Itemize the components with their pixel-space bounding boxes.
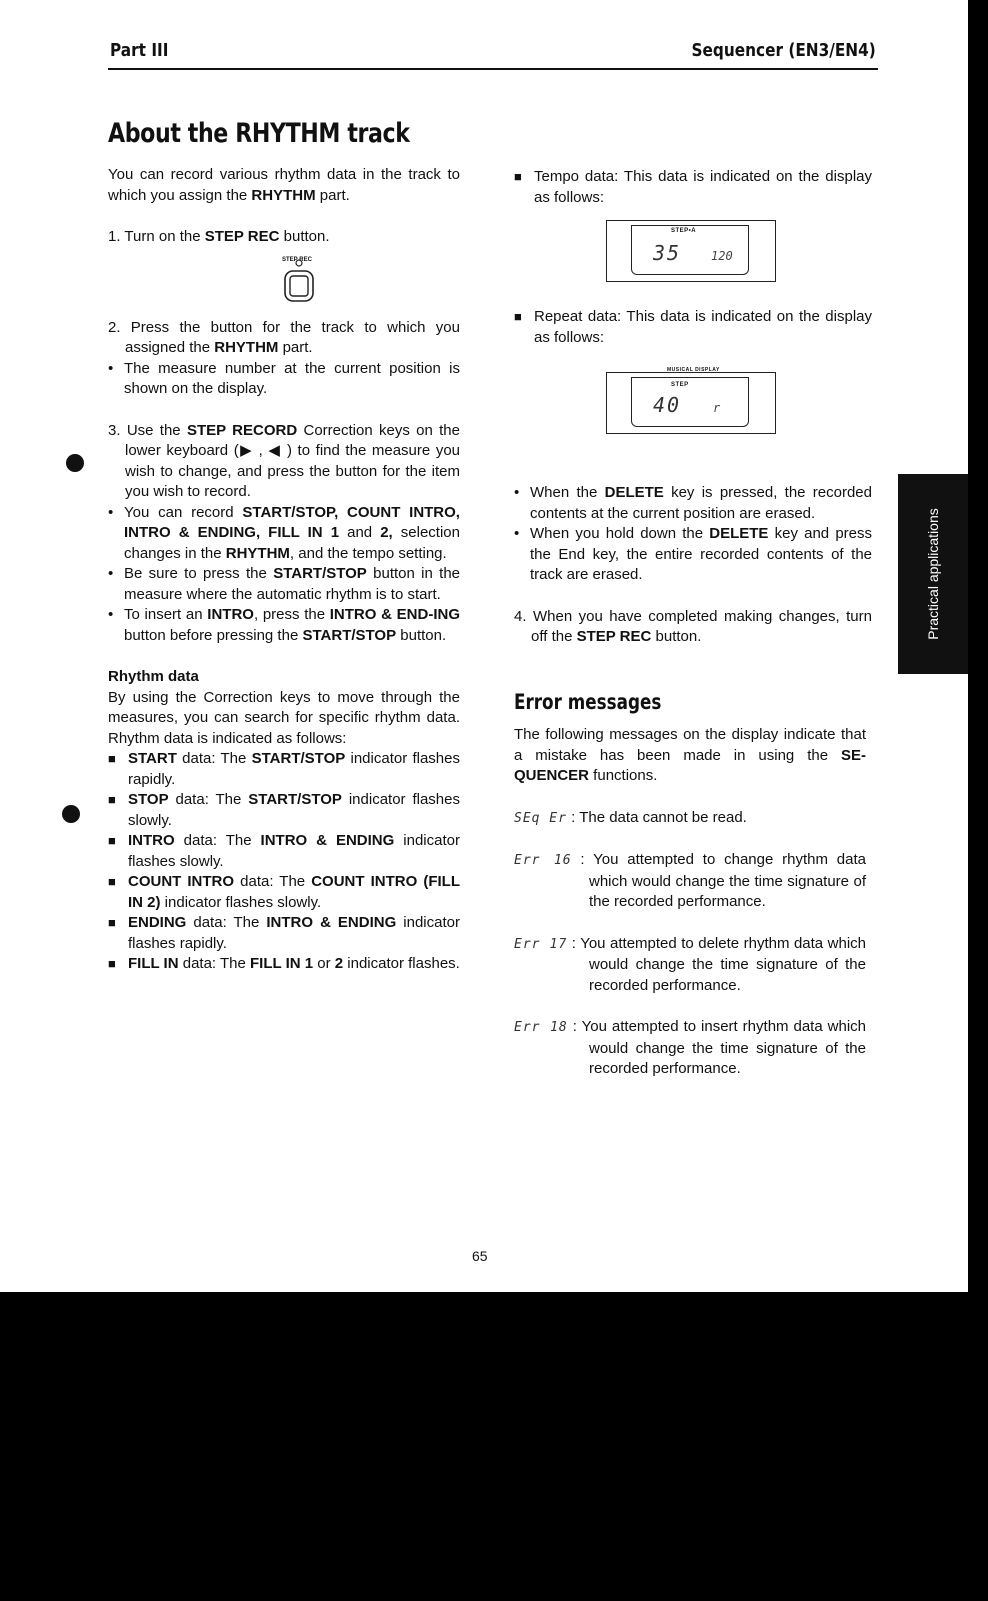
lcd-small-digits: r <box>713 401 721 415</box>
right-column <box>514 167 872 208</box>
right-column-delete <box>514 483 872 648</box>
lcd-label: STEP <box>671 382 689 388</box>
error-item: Err 18 : You attempted to insert rhythm data which would change the time signature of the recorded performance. <box>514 1018 867 1077</box>
step-rec-button-icon <box>280 258 318 304</box>
error-messages-heading: Error messages <box>514 690 662 714</box>
section-header: Sequencer (EN3/EN4) <box>691 40 876 61</box>
error-code: Err 16 <box>514 853 572 868</box>
lcd-label: STEP•A <box>671 228 697 234</box>
step-3-bullet-1: • You can record START/STOP, COUNT INTRO, INTRO & ENDING, FILL IN 1 and 2, selection changes in the RHYTHM, and the tempo setting. <box>108 503 460 565</box>
step-rec-label: STEP REC <box>282 256 312 263</box>
step-1: 1. Turn on the STEP REC button. <box>108 228 330 245</box>
step-rec-figure <box>108 248 460 318</box>
lcd-top-label: MUSICAL DISPLAY <box>667 367 720 373</box>
page-number: 65 <box>472 1248 488 1264</box>
error-code: Err 17 <box>514 936 568 952</box>
repeat-data-item: ■ Repeat data: This data is indicated on the display as follows: <box>514 307 872 348</box>
header-rule <box>108 68 878 70</box>
right-column-repeat <box>514 307 872 348</box>
repeat-lcd-display <box>606 367 776 434</box>
step-3-bullet-3: • To insert an INTRO, press the INTRO & END-ING button before pressing the START/STOP button. <box>108 605 460 646</box>
lcd-digits: 40 <box>653 393 682 417</box>
error-intro: The following messages on the display indicate that a mistake has been made in using the SE-QUENCER functions. <box>514 726 866 784</box>
delete-note-2: • When you hold down the DELETE key and press the End key, the entire recorded contents of the track are erased. <box>514 524 872 586</box>
intro-paragraph: You can record various rhythm data in the track to which you assign the RHYTHM part. <box>108 166 460 204</box>
tempo-data-item: ■ Tempo data: This data is indicated on the display as follows: <box>514 167 872 208</box>
part-header: Part III <box>110 40 169 61</box>
rhythm-item-stop: ■ STOP data: The START/STOP indicator flashes slowly. <box>108 790 460 831</box>
rhythm-item-start: ■ START data: The START/STOP indicator flashes rapidly. <box>108 749 460 790</box>
rhythm-item-intro: ■ INTRO data: The INTRO & ENDING indicator flashes slowly. <box>108 831 460 872</box>
left-column <box>108 165 460 975</box>
rhythm-item-fill-in: ■ FILL IN data: The FILL IN 1 or 2 indicator flashes. <box>108 954 460 975</box>
rhythm-data-intro: By using the Correction keys to move through the measures, you can search for specific rhythm data. Rhythm data is indicated as follows: <box>108 688 460 747</box>
error-item: SEq Er : The data cannot be read. <box>514 808 747 826</box>
rhythm-item-ending: ■ ENDING data: The INTRO & ENDING indicator flashes rapidly. <box>108 913 460 954</box>
side-tab-label: Practical applications <box>925 508 941 640</box>
lcd-small-digits: 120 <box>711 249 733 263</box>
step-2: 2. Press the button for the track to which you assigned the RHYTHM part. <box>108 318 460 356</box>
rhythm-data-heading: Rhythm data <box>108 668 199 685</box>
error-code: SEq Er <box>514 810 567 826</box>
error-item: Err 17 : You attempted to delete rhythm data which would change the time signature of the recorded performance. <box>514 934 866 994</box>
side-tab <box>898 474 968 674</box>
step-4: 4. When you have completed making changes, turn off the STEP REC button. <box>514 607 872 645</box>
error-code: Err 18 <box>514 1020 568 1035</box>
error-item: Err 16 : You attempted to change rhythm data which would change the time signature of the recorded performance. <box>514 851 866 910</box>
lcd-digits: 35 <box>653 241 682 265</box>
step-2-note: • The measure number at the current position is shown on the display. <box>108 359 460 400</box>
lcd-screen <box>631 377 749 427</box>
error-section <box>514 725 866 1101</box>
tempo-lcd-display <box>606 220 776 282</box>
step-3: 3. Use the STEP RECORD Correction keys on the lower keyboard (▶ , ◀ ) to find the measure you wish to change, and press the button for the item you wish to record. <box>108 421 460 500</box>
binder-hole-icon <box>62 805 80 823</box>
page-title: About the RHYTHM track <box>108 118 410 149</box>
binder-hole-icon <box>66 454 84 472</box>
step-3-bullet-2: • Be sure to press the START/STOP button in the measure where the automatic rhythm is to start. <box>108 564 460 605</box>
delete-note-1: • When the DELETE key is pressed, the recorded contents at the current position are erased. <box>514 483 872 524</box>
rhythm-item-count-intro: ■ COUNT INTRO data: The COUNT INTRO (FILL IN 2) indicator flashes slowly. <box>108 872 460 913</box>
